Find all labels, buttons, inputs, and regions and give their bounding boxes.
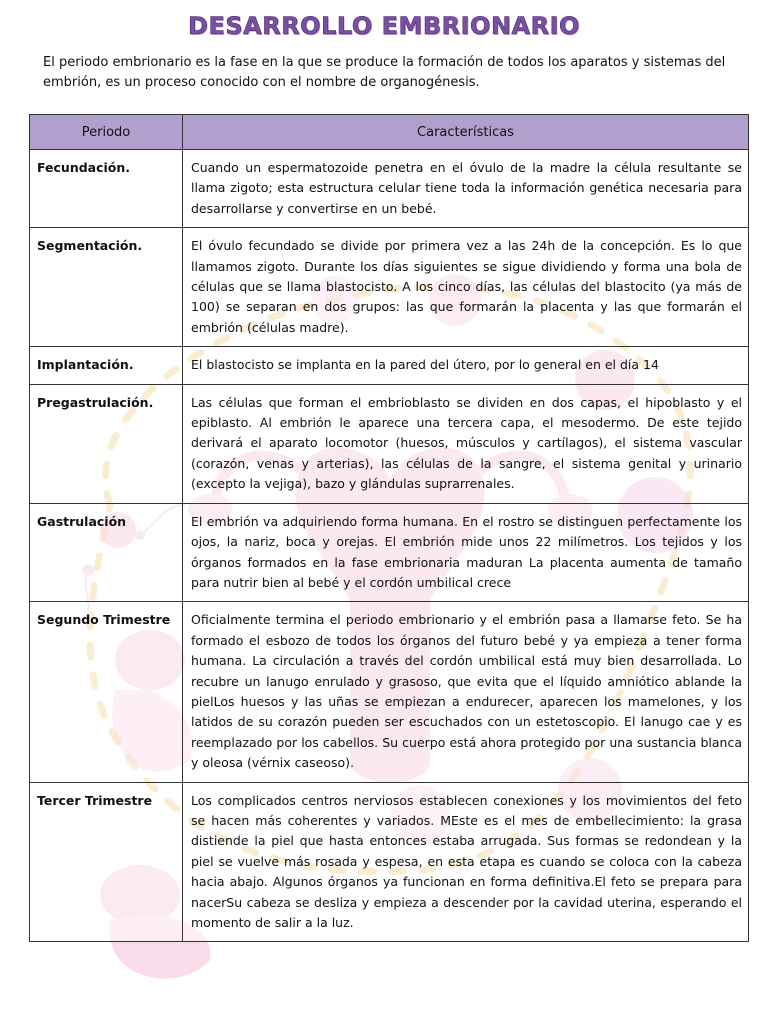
description-cell: Las células que forman el embrioblasto se dividen en dos capas, el hipoblasto y el epiblasto. Al embrión le aparece una tercera capa, el mesodermo. De este tejido derivará el aparato locomotor (huesos, músculos y cartílagos), el sistema vascular (corazón, venas y arterias), las células de la sangre, el sistema genital y urinario (excepto la vejiga), bazo y glándulas suprarrenales. (183, 384, 749, 503)
description-cell: Oficialmente termina el periodo embrionario y el embrión pasa a llamarse feto. Se ha formado el esbozo de todos los órganos del futuro bebé y ya empieza a tener forma humana. La circulación a través del cordón umbilical está muy bien desarrollada. Lo recubre un lanugo enrulado y grasoso, que evita que el líquido amniótico ablande la pielLos huesos y las uñas se empiezan a endurecer, aparecen los mamelones, y los latidos de su corazón pueden ser escuchados con un estetoscopio. El lanugo cae y es reemplazado por los cabellos. Su cuerpo está ahora protegido por una sustancia blanca y oleosa (vérnix caseoso). (183, 602, 749, 782)
intro-paragraph: El periodo embrionario es la fase en la que se produce la formación de todos los aparatos y sistemas del embrión, es un proceso conocido con el nombre de organogénesis. (43, 55, 726, 90)
table-header-row (30, 115, 749, 150)
table-row (30, 782, 749, 942)
development-table (29, 114, 749, 942)
page-title: DESARROLLO EMBRIONARIO (188, 12, 580, 40)
header-periodo: Periodo (30, 115, 183, 150)
period-cell: Tercer Trimestre (30, 782, 183, 942)
period-cell: Gastrulación (30, 503, 183, 602)
period-cell: Segundo Trimestre (30, 602, 183, 782)
description-cell: El embrión va adquiriendo forma humana. En el rostro se distinguen perfectamente los ojos, la nariz, boca y orejas. El embrión mide unos 22 milímetros. Los tejidos y los órganos formados en la fase embrionaria maduran La placenta aumenta de tamaño para nutrir bien al bebé y el cordón umbilical crece (183, 503, 749, 602)
table-row (30, 384, 749, 503)
table-row (30, 150, 749, 228)
period-cell: Pregastrulación. (30, 384, 183, 503)
description-cell: El óvulo fecundado se divide por primera vez a las 24h de la concepción. Es lo que llamamos zigoto. Durante los días siguientes se sigue dividiendo y forma una bola de células que se llama blastocisto. A los cinco días, las células del blastocito (ya más de 100) se separan en dos grupos: las que formarán la placenta y las que formarán el embrión (células madre). (183, 228, 749, 347)
table-row (30, 347, 749, 384)
table-row (30, 503, 749, 602)
description-cell: El blastocisto se implanta en la pared del útero, por lo general en el día 14 (183, 347, 749, 384)
table-row (30, 602, 749, 782)
period-cell: Fecundación. (30, 150, 183, 228)
period-cell: Segmentación. (30, 228, 183, 347)
description-cell: Los complicados centros nerviosos establecen conexiones y los movimientos del feto se hacen más coherentes y variados. MEste es el mes de embellecimiento: la grasa distiende la piel que hasta entonces estaba arrugada. Sus formas se redondean y la piel se vuelve más rosada y espesa, en esta etapa es cuando se coloca con la cabeza hacia abajo. Algunos órganos ya funcionan en forma definitiva.El feto se prepara para nacerSu cabeza se desliza y empieza a descender por la cavidad uterina, esperando el momento de salir a la luz. (183, 782, 749, 942)
period-cell: Implantación. (30, 347, 183, 384)
header-caracteristicas: Características (183, 115, 749, 150)
table-row (30, 228, 749, 347)
description-cell: Cuando un espermatozoide penetra en el óvulo de la madre la célula resultante se llama zigoto; esta estructura celular tiene toda la información genética necesaria para desarrollarse y convertirse en un bebé. (183, 150, 749, 228)
